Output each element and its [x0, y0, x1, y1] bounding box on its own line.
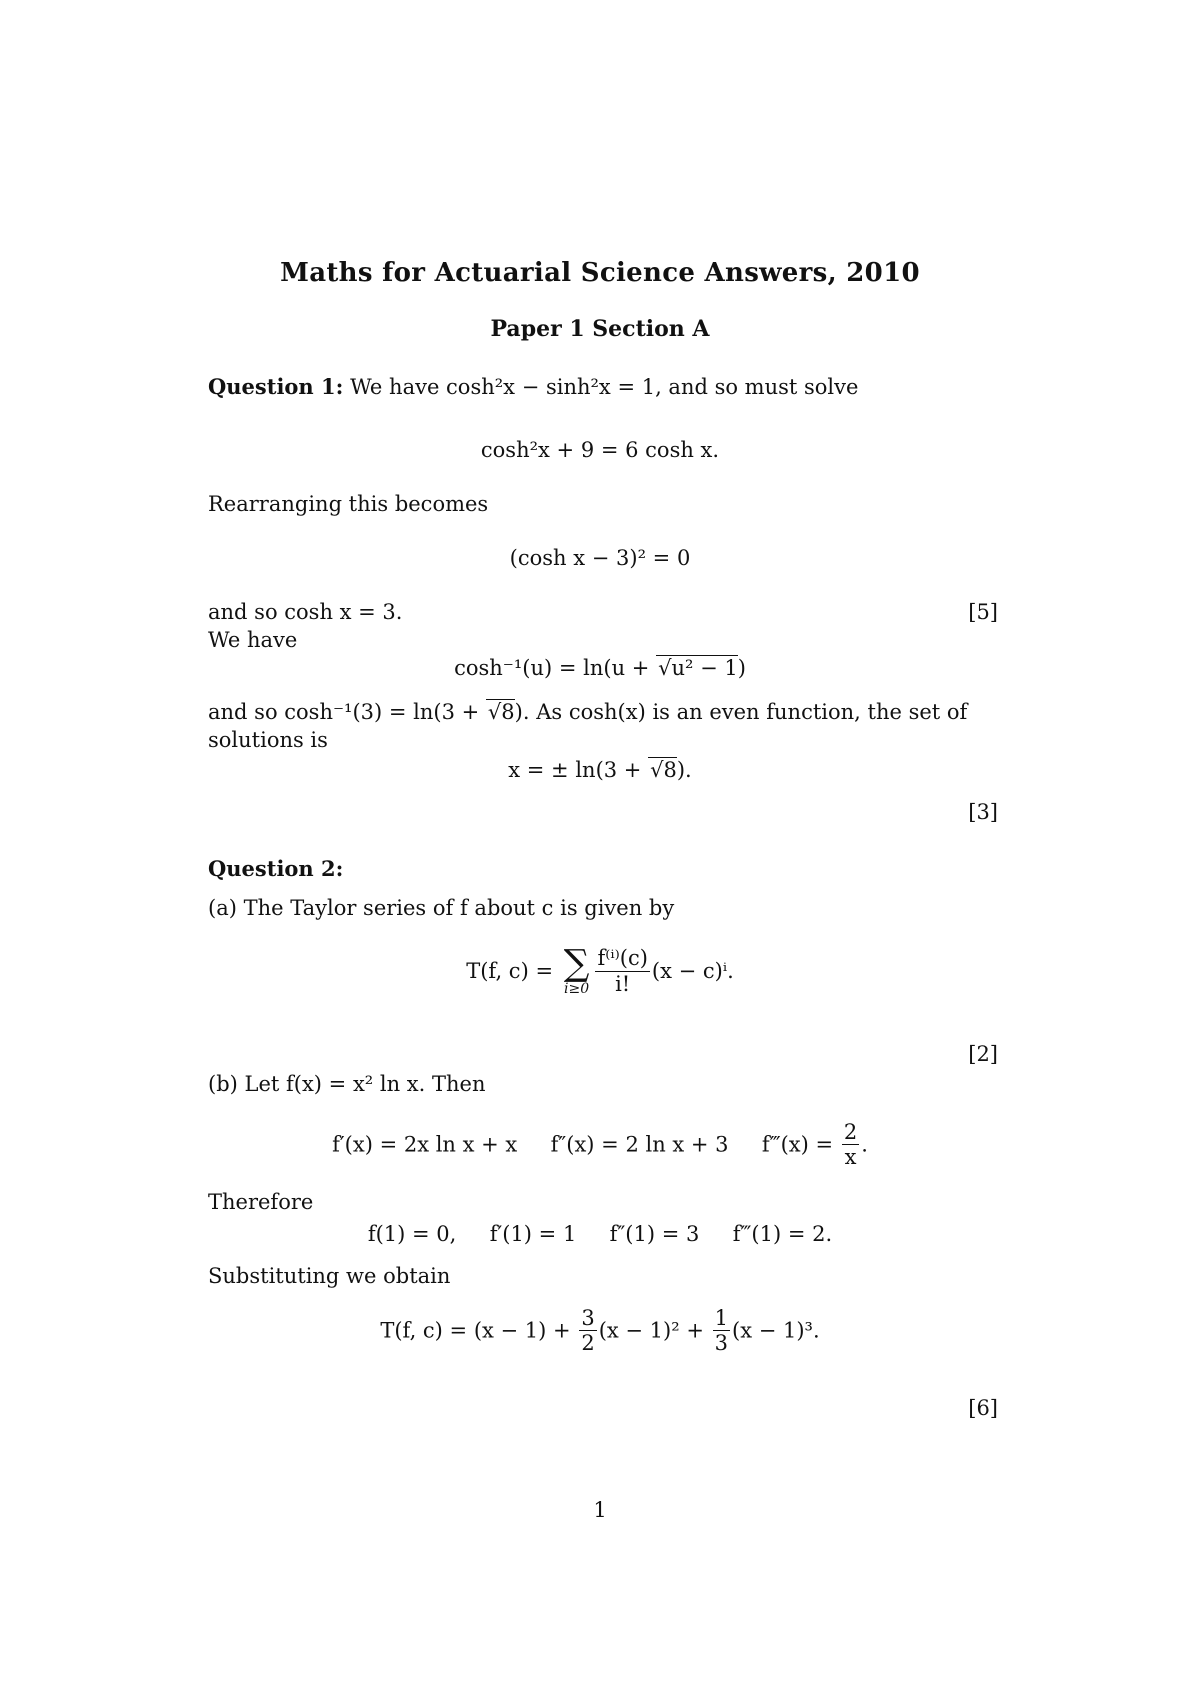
solutions-left: x = ± ln(3 + — [508, 758, 649, 782]
final-middle: (x − 1)² + — [598, 1318, 704, 1343]
summation-symbol: ∑ i≥0 — [563, 943, 590, 997]
final-fraction-1-numerator: 3 — [581, 1306, 595, 1330]
part-a-text: (a) The Taylor series of f about c is given by — [208, 896, 675, 920]
taylor-left: T(f, c) = — [466, 959, 554, 983]
cosh-result-text: and so cosh x = 3. — [208, 600, 403, 624]
question-1-intro-text: We have cosh²x − sinh²x = 1, and so must solve — [350, 375, 859, 399]
arccosh-value-text — [208, 700, 967, 724]
part-b-text: (b) Let f(x) = x² ln x. Then — [208, 1072, 486, 1096]
equation-arccosh — [0, 656, 1200, 680]
taylor-numerator: f⁽ⁱ⁾(c) — [597, 946, 648, 971]
final-fraction-1-denominator: 2 — [581, 1331, 595, 1356]
sqrt-expression: √u² − 1 — [658, 656, 738, 680]
question-1-label: Question 1: — [208, 374, 344, 399]
third-derivative-denominator: x — [844, 1145, 857, 1170]
taylor-fraction — [595, 946, 649, 995]
sqrt-eight-radicand: 8 — [501, 700, 515, 724]
arccosh-value-left: and so cosh⁻¹(3) = ln(3 + — [208, 700, 486, 724]
sqrt-radicand: u² − 1 — [671, 656, 738, 680]
equation-arccosh-right: ) — [737, 656, 746, 680]
derivatives-end: . — [861, 1132, 868, 1157]
third-derivative-numerator: 2 — [843, 1120, 858, 1144]
third-derivative-fraction — [842, 1120, 859, 1169]
sqrt-eight-solution-radicand: 8 — [663, 758, 677, 782]
final-fraction-one-third — [713, 1306, 730, 1355]
substituting-text: Substituting we obtain — [208, 1264, 451, 1288]
equation-cosh-quadratic: cosh²x + 9 = 6 cosh x. — [480, 438, 720, 462]
rearranging-text: Rearranging this becomes — [208, 492, 489, 516]
arccosh-value-rest: ). As cosh(x) is an even function, the set of — [514, 700, 968, 724]
final-fraction-three-halves — [579, 1306, 596, 1355]
taylor-right: (x − c)ⁱ. — [651, 959, 734, 983]
derivatives-text: f′(x) = 2x ln x + x f″(x) = 2 ln x + 3 f‴(x) = — [332, 1132, 834, 1157]
equation-solutions — [0, 758, 1200, 782]
question-2-label: Question 2: — [208, 856, 344, 881]
page-number: 1 — [593, 1498, 607, 1522]
section-heading: Paper 1 Section A — [490, 316, 710, 342]
solutions-right: ). — [676, 758, 692, 782]
taylor-denominator: i! — [615, 971, 631, 996]
final-fraction-2-numerator: 1 — [714, 1306, 728, 1330]
final-left: T(f, c) = (x − 1) + — [380, 1318, 571, 1343]
sqrt-eight: √8 — [487, 700, 515, 724]
question-1-intro — [208, 374, 858, 399]
we-have-text: We have — [208, 628, 298, 652]
equation-final-taylor — [0, 1306, 1200, 1355]
mark-q2-b: [6] — [968, 1396, 998, 1420]
summation-index: i≥0 — [564, 981, 590, 997]
solutions-text: solutions is — [208, 728, 328, 752]
final-right: (x − 1)³. — [732, 1318, 820, 1343]
mark-q1-second: [3] — [968, 800, 998, 824]
final-fraction-2-denominator: 3 — [714, 1331, 728, 1356]
mark-q2-a: [2] — [968, 1042, 998, 1066]
document-title: Maths for Actuarial Science Answers, 2010 — [280, 258, 920, 288]
equation-perfect-square: (cosh x − 3)² = 0 — [509, 546, 691, 570]
equation-taylor-series — [0, 943, 1200, 997]
therefore-text: Therefore — [208, 1190, 314, 1214]
equation-derivatives — [0, 1120, 1200, 1169]
mark-q1-first: [5] — [968, 600, 998, 624]
sqrt-eight-solution: √8 — [650, 758, 677, 782]
equation-values-at-one: f(1) = 0, f′(1) = 1 f″(1) = 3 f‴(1) = 2. — [367, 1222, 833, 1246]
equation-arccosh-left: cosh⁻¹(u) = ln(u + — [454, 656, 657, 680]
